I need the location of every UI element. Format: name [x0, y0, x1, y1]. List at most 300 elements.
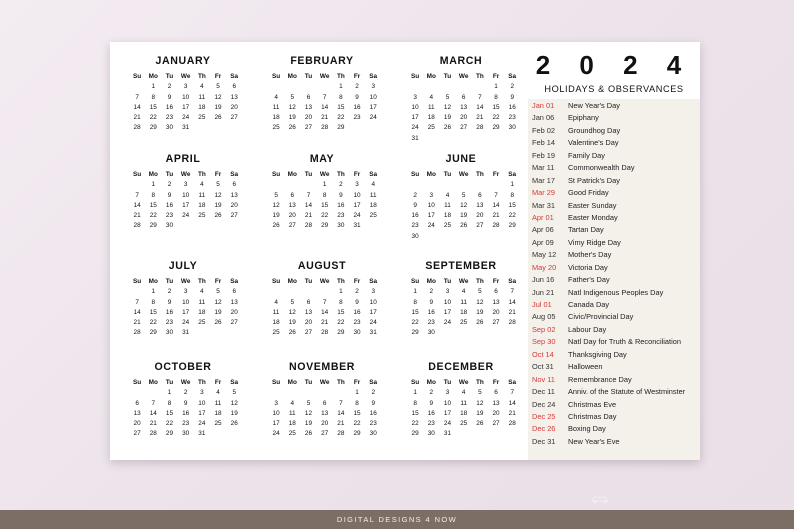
- day-blank: [268, 287, 284, 297]
- holidays-list: [528, 99, 700, 460]
- day-cell: 29: [353, 430, 361, 438]
- day-cell: 4: [200, 83, 204, 91]
- day-cell: 27: [133, 430, 141, 438]
- day-cell: 4: [290, 399, 295, 407]
- day-cell: 4: [200, 288, 204, 296]
- day-blank: [317, 287, 333, 297]
- day-cell: 17: [182, 103, 190, 111]
- day-cell: 1: [494, 83, 498, 91]
- calendar-sheet: [110, 42, 700, 460]
- month-name: MAY: [309, 153, 335, 165]
- day-cell: 9: [510, 93, 514, 101]
- day-blank: [268, 82, 284, 92]
- weekday-header: Tu: [304, 379, 313, 386]
- day-cell: 3: [371, 83, 375, 91]
- day-cell: 17: [443, 409, 452, 417]
- weekday-header: We: [319, 379, 330, 386]
- month-name: JULY: [168, 260, 198, 272]
- day-cell: 4: [461, 389, 466, 397]
- day-grid: [268, 277, 381, 339]
- day-cell: 24: [369, 319, 377, 327]
- day-cell: 31: [198, 430, 206, 438]
- holiday-date: Sep 02: [532, 324, 556, 334]
- holiday-name: Victoria Day: [568, 262, 608, 272]
- day-cell: 9: [167, 298, 172, 306]
- day-cell: 21: [149, 420, 157, 428]
- day-cell: 31: [353, 222, 361, 230]
- day-grid: [129, 277, 242, 339]
- day-cell: 9: [183, 399, 188, 407]
- day-cell: 25: [460, 420, 468, 428]
- year-title: 2 0 2 4: [535, 50, 693, 80]
- day-cell: 16: [165, 103, 174, 111]
- day-cell: 19: [460, 212, 468, 220]
- weekday-header: Sa: [369, 379, 378, 386]
- day-cell: 25: [443, 222, 452, 230]
- weekday-header: We: [180, 73, 191, 80]
- weekday-header: Th: [475, 73, 484, 80]
- day-cell: 11: [444, 201, 451, 209]
- day-cell: 8: [322, 191, 327, 199]
- holiday-row: [528, 349, 700, 361]
- day-cell: 14: [476, 103, 484, 111]
- day-cell: 8: [339, 93, 343, 101]
- day-cell: 17: [198, 409, 206, 417]
- holiday-row: [528, 311, 700, 323]
- day-cell: 25: [198, 319, 206, 327]
- day-cell: 2: [355, 288, 359, 296]
- weekday-header: Su: [272, 171, 281, 178]
- day-cell: 25: [369, 212, 377, 220]
- day-cell: 25: [272, 124, 280, 132]
- day-cell: 1: [510, 181, 514, 189]
- holidays-title: HOLIDAYS & OBSERVANCES: [544, 84, 684, 94]
- day-cell: 13: [133, 409, 141, 417]
- day-blank: [129, 82, 145, 92]
- holiday-date: Mar 17: [532, 175, 556, 185]
- day-cell: 13: [230, 93, 238, 101]
- day-cell: 29: [411, 329, 419, 337]
- day-cell: 3: [355, 181, 359, 189]
- day-cell: 8: [413, 399, 417, 407]
- weekday-header: Th: [336, 171, 345, 178]
- day-cell: 20: [230, 103, 238, 111]
- day-cell: 17: [182, 308, 190, 316]
- day-cell: 8: [413, 298, 417, 306]
- day-cell: 10: [353, 191, 361, 199]
- day-cell: 14: [508, 399, 516, 407]
- weekday-header: Mo: [426, 73, 436, 80]
- day-cell: 7: [322, 93, 327, 101]
- day-cell: 14: [133, 308, 141, 316]
- day-cell: 11: [427, 103, 435, 111]
- day-cell: 11: [460, 298, 467, 306]
- day-cell: 20: [492, 409, 500, 417]
- day-cell: 3: [445, 389, 450, 397]
- day-cell: 18: [198, 308, 206, 316]
- holiday-name: Valentine's Day: [568, 138, 619, 148]
- holiday-row: [528, 237, 700, 249]
- weekday-header: Fr: [353, 379, 361, 386]
- weekday-header: Fr: [353, 73, 361, 80]
- day-cell: 7: [510, 389, 514, 397]
- day-cell: 13: [230, 298, 238, 306]
- day-blank: [300, 388, 316, 398]
- day-cell: 2: [339, 181, 343, 189]
- day-cell: 21: [321, 319, 329, 327]
- weekday-header: Sa: [369, 171, 378, 178]
- day-cell: 24: [411, 124, 419, 132]
- day-cell: 9: [429, 298, 434, 306]
- day-blank: [317, 82, 333, 92]
- day-cell: 30: [182, 430, 190, 438]
- day-cell: 25: [198, 114, 206, 122]
- day-cell: 20: [230, 308, 238, 316]
- day-grid: [129, 378, 242, 440]
- day-cell: 10: [198, 399, 206, 407]
- holiday-date: May 12: [532, 250, 557, 260]
- day-cell: 22: [321, 212, 329, 220]
- day-blank: [456, 180, 472, 190]
- day-cell: 22: [492, 114, 500, 122]
- weekday-header: Fr: [214, 379, 222, 386]
- day-cell: 8: [151, 93, 156, 101]
- day-cell: 23: [165, 212, 174, 220]
- weekday-header: Mo: [287, 171, 297, 178]
- day-cell: 23: [427, 420, 435, 428]
- day-cell: 12: [214, 298, 222, 306]
- day-cell: 14: [304, 201, 313, 209]
- day-cell: 23: [353, 319, 361, 327]
- day-cell: 28: [133, 329, 141, 337]
- day-cell: 8: [151, 298, 156, 306]
- holiday-row: [528, 150, 700, 162]
- weekday-header: Su: [411, 171, 420, 178]
- day-cell: 31: [411, 134, 419, 142]
- day-cell: 12: [476, 399, 484, 407]
- day-cell: 26: [443, 124, 452, 132]
- day-cell: 24: [427, 222, 435, 230]
- day-cell: 10: [182, 191, 190, 199]
- weekday-header: Mo: [287, 278, 297, 285]
- day-cell: 4: [216, 389, 220, 397]
- day-cell: 2: [413, 191, 417, 199]
- day-cell: 8: [339, 298, 343, 306]
- day-cell: 6: [306, 298, 311, 306]
- weekday-header: Mo: [426, 278, 436, 285]
- holiday-row: [528, 187, 700, 199]
- holiday-name: Civic/Provincial Day: [568, 312, 634, 322]
- day-cell: 30: [165, 329, 174, 337]
- day-cell: 28: [476, 124, 484, 132]
- day-cell: 6: [232, 83, 236, 91]
- day-cell: 2: [167, 181, 172, 189]
- day-cell: 5: [216, 181, 220, 189]
- weekday-header: We: [180, 379, 191, 386]
- weekday-header: Mo: [148, 278, 158, 285]
- day-cell: 3: [183, 83, 188, 91]
- day-cell: 23: [353, 114, 361, 122]
- day-blank: [472, 82, 488, 92]
- day-cell: 9: [429, 399, 434, 407]
- day-cell: 23: [508, 114, 516, 122]
- day-cell: 6: [494, 389, 498, 397]
- weekday-header: Fr: [353, 278, 361, 285]
- weekday-header: Su: [133, 278, 142, 285]
- month-september: [402, 259, 520, 339]
- day-cell: 20: [304, 319, 313, 327]
- day-grid: [268, 378, 381, 440]
- holiday-date: Jun 16: [532, 275, 555, 285]
- day-blank: [129, 388, 145, 398]
- day-cell: 29: [149, 329, 157, 337]
- weekday-header: We: [180, 278, 191, 285]
- weekday-header: Tu: [443, 379, 452, 386]
- day-blank: [300, 82, 316, 92]
- day-cell: 26: [214, 319, 222, 327]
- day-cell: 12: [230, 399, 238, 407]
- weekday-header: Fr: [214, 171, 222, 178]
- day-cell: 15: [337, 308, 345, 316]
- day-cell: 25: [427, 124, 435, 132]
- day-cell: 18: [288, 420, 296, 428]
- day-cell: 14: [133, 201, 141, 209]
- day-cell: 24: [182, 212, 190, 220]
- holiday-name: Boxing Day: [568, 424, 606, 434]
- day-cell: 6: [322, 399, 327, 407]
- day-cell: 18: [272, 114, 280, 122]
- day-cell: 13: [304, 308, 313, 316]
- holiday-date: Nov 11: [532, 374, 555, 384]
- day-cell: 23: [165, 319, 174, 327]
- day-cell: 10: [369, 93, 377, 101]
- day-cell: 31: [182, 124, 190, 132]
- day-cell: 1: [339, 83, 343, 91]
- day-cell: 13: [288, 201, 296, 209]
- day-blank: [284, 82, 300, 92]
- day-cell: 26: [214, 114, 222, 122]
- day-cell: 2: [183, 389, 188, 397]
- day-cell: 16: [165, 201, 174, 209]
- holiday-name: Christmas Day: [568, 411, 617, 421]
- weekday-header: We: [458, 73, 469, 80]
- day-cell: 21: [133, 212, 141, 220]
- holiday-date: Dec 31: [532, 436, 556, 446]
- day-cell: 5: [216, 83, 220, 91]
- weekday-header: Fr: [492, 379, 500, 386]
- weekday-header: Th: [475, 278, 484, 285]
- day-cell: 14: [321, 308, 329, 316]
- holiday-row: [528, 374, 700, 386]
- day-cell: 13: [321, 409, 329, 417]
- month-name: FEBRUARY: [290, 55, 354, 67]
- weekday-header: Mo: [148, 379, 158, 386]
- day-cell: 12: [214, 191, 222, 199]
- day-cell: 23: [165, 114, 174, 122]
- weekday-header: Mo: [287, 73, 297, 80]
- day-cell: 6: [306, 93, 311, 101]
- day-cell: 5: [478, 288, 482, 296]
- day-cell: 19: [476, 308, 484, 316]
- day-blank: [423, 82, 439, 92]
- day-cell: 21: [304, 212, 313, 220]
- day-cell: 30: [427, 329, 435, 337]
- day-cell: 28: [492, 222, 500, 230]
- day-blank: [129, 287, 145, 297]
- day-cell: 19: [214, 308, 222, 316]
- day-blank: [456, 82, 472, 92]
- day-cell: 4: [429, 93, 434, 101]
- day-grid: [268, 170, 381, 232]
- day-cell: 30: [165, 222, 174, 230]
- day-cell: 3: [183, 288, 188, 296]
- weekday-header: Su: [133, 73, 142, 80]
- day-cell: 18: [427, 114, 435, 122]
- day-cell: 12: [476, 298, 484, 306]
- day-blank: [439, 82, 455, 92]
- weekday-header: Sa: [369, 278, 378, 285]
- holiday-date: Mar 29: [532, 188, 556, 198]
- day-cell: 10: [182, 93, 190, 101]
- month-december: [402, 360, 520, 440]
- holiday-date: Dec 11: [532, 387, 555, 397]
- day-cell: 16: [369, 409, 377, 417]
- holiday-name: Christmas Eve: [568, 399, 617, 409]
- day-cell: 26: [304, 430, 313, 438]
- day-cell: 2: [355, 83, 359, 91]
- day-blank: [300, 180, 316, 190]
- weekday-header: We: [180, 171, 191, 178]
- holiday-date: Oct 31: [532, 362, 554, 372]
- holiday-row: [528, 386, 700, 398]
- day-cell: 5: [290, 298, 295, 306]
- weekday-header: Su: [272, 73, 281, 80]
- holiday-name: Father's Day: [568, 275, 610, 285]
- day-cell: 26: [214, 212, 222, 220]
- day-cell: 18: [460, 409, 468, 417]
- day-cell: 6: [478, 191, 482, 199]
- holiday-row: [528, 249, 700, 261]
- day-cell: 8: [167, 399, 172, 407]
- day-blank: [407, 82, 423, 92]
- day-cell: 28: [508, 319, 516, 327]
- weekday-header: Sa: [230, 171, 239, 178]
- weekday-header: Sa: [508, 73, 517, 80]
- day-blank: [300, 287, 316, 297]
- holiday-date: Oct 14: [532, 349, 554, 359]
- day-cell: 14: [133, 103, 141, 111]
- day-cell: 16: [411, 212, 419, 220]
- day-cell: 10: [369, 298, 377, 306]
- weekday-header: Th: [336, 379, 345, 386]
- day-cell: 19: [214, 201, 222, 209]
- day-cell: 24: [443, 319, 452, 327]
- weekday-header: Tu: [304, 73, 313, 80]
- day-cell: 18: [214, 409, 222, 417]
- day-cell: 1: [151, 83, 156, 91]
- day-cell: 15: [149, 103, 157, 111]
- day-cell: 20: [230, 201, 238, 209]
- month-may: [263, 152, 381, 232]
- day-cell: 27: [476, 222, 484, 230]
- day-cell: 22: [411, 420, 419, 428]
- day-cell: 5: [290, 93, 295, 101]
- day-cell: 19: [272, 212, 280, 220]
- day-cell: 11: [460, 399, 467, 407]
- day-cell: 3: [429, 191, 434, 199]
- day-cell: 17: [369, 308, 377, 316]
- day-grid: [407, 170, 520, 242]
- day-cell: 21: [133, 114, 141, 122]
- day-blank: [439, 180, 455, 190]
- day-cell: 7: [322, 298, 327, 306]
- day-cell: 9: [339, 191, 343, 199]
- day-cell: 25: [272, 329, 280, 337]
- day-cell: 10: [272, 409, 280, 417]
- day-cell: 6: [290, 191, 295, 199]
- holiday-name: Easter Monday: [568, 212, 618, 222]
- day-cell: 29: [149, 222, 157, 230]
- day-cell: 20: [304, 114, 313, 122]
- weekday-header: We: [319, 73, 330, 80]
- day-cell: 5: [306, 399, 311, 407]
- month-name: JUNE: [445, 153, 477, 165]
- day-cell: 22: [149, 319, 157, 327]
- day-cell: 27: [321, 430, 329, 438]
- holiday-name: Remembrance Day: [568, 374, 632, 384]
- weekday-header: Sa: [508, 171, 517, 178]
- day-cell: 15: [165, 409, 174, 417]
- day-cell: 16: [427, 308, 435, 316]
- weekday-header: Tu: [304, 171, 313, 178]
- holiday-row: [528, 423, 700, 435]
- day-blank: [488, 180, 504, 190]
- day-cell: 6: [461, 93, 466, 101]
- day-cell: 12: [443, 103, 452, 111]
- day-grid: [407, 277, 520, 339]
- day-cell: 1: [413, 288, 417, 296]
- weekday-header: Su: [411, 73, 420, 80]
- day-cell: 1: [151, 181, 156, 189]
- day-cell: 11: [198, 191, 206, 199]
- weekday-header: Tu: [165, 73, 174, 80]
- day-cell: 23: [369, 420, 377, 428]
- holiday-date: Jun 21: [532, 287, 555, 297]
- holiday-row: [528, 399, 700, 411]
- day-cell: 19: [288, 319, 296, 327]
- holiday-row: [528, 224, 700, 236]
- holiday-row: [528, 287, 700, 299]
- day-cell: 2: [429, 389, 434, 397]
- day-cell: 18: [443, 212, 452, 220]
- day-cell: 26: [272, 222, 280, 230]
- day-cell: 3: [413, 93, 417, 101]
- day-cell: 27: [230, 319, 238, 327]
- weekday-header: Fr: [353, 171, 361, 178]
- day-grid: [407, 72, 520, 144]
- weekday-header: Fr: [492, 171, 500, 178]
- day-cell: 27: [492, 319, 500, 327]
- weekday-header: Th: [336, 278, 345, 285]
- holiday-date: Dec 26: [532, 424, 556, 434]
- day-cell: 26: [288, 329, 296, 337]
- day-cell: 23: [182, 420, 190, 428]
- holiday-row: [528, 411, 700, 423]
- day-cell: 7: [339, 399, 343, 407]
- holiday-name: Labour Day: [568, 324, 607, 334]
- day-cell: 31: [369, 329, 377, 337]
- day-cell: 29: [492, 124, 500, 132]
